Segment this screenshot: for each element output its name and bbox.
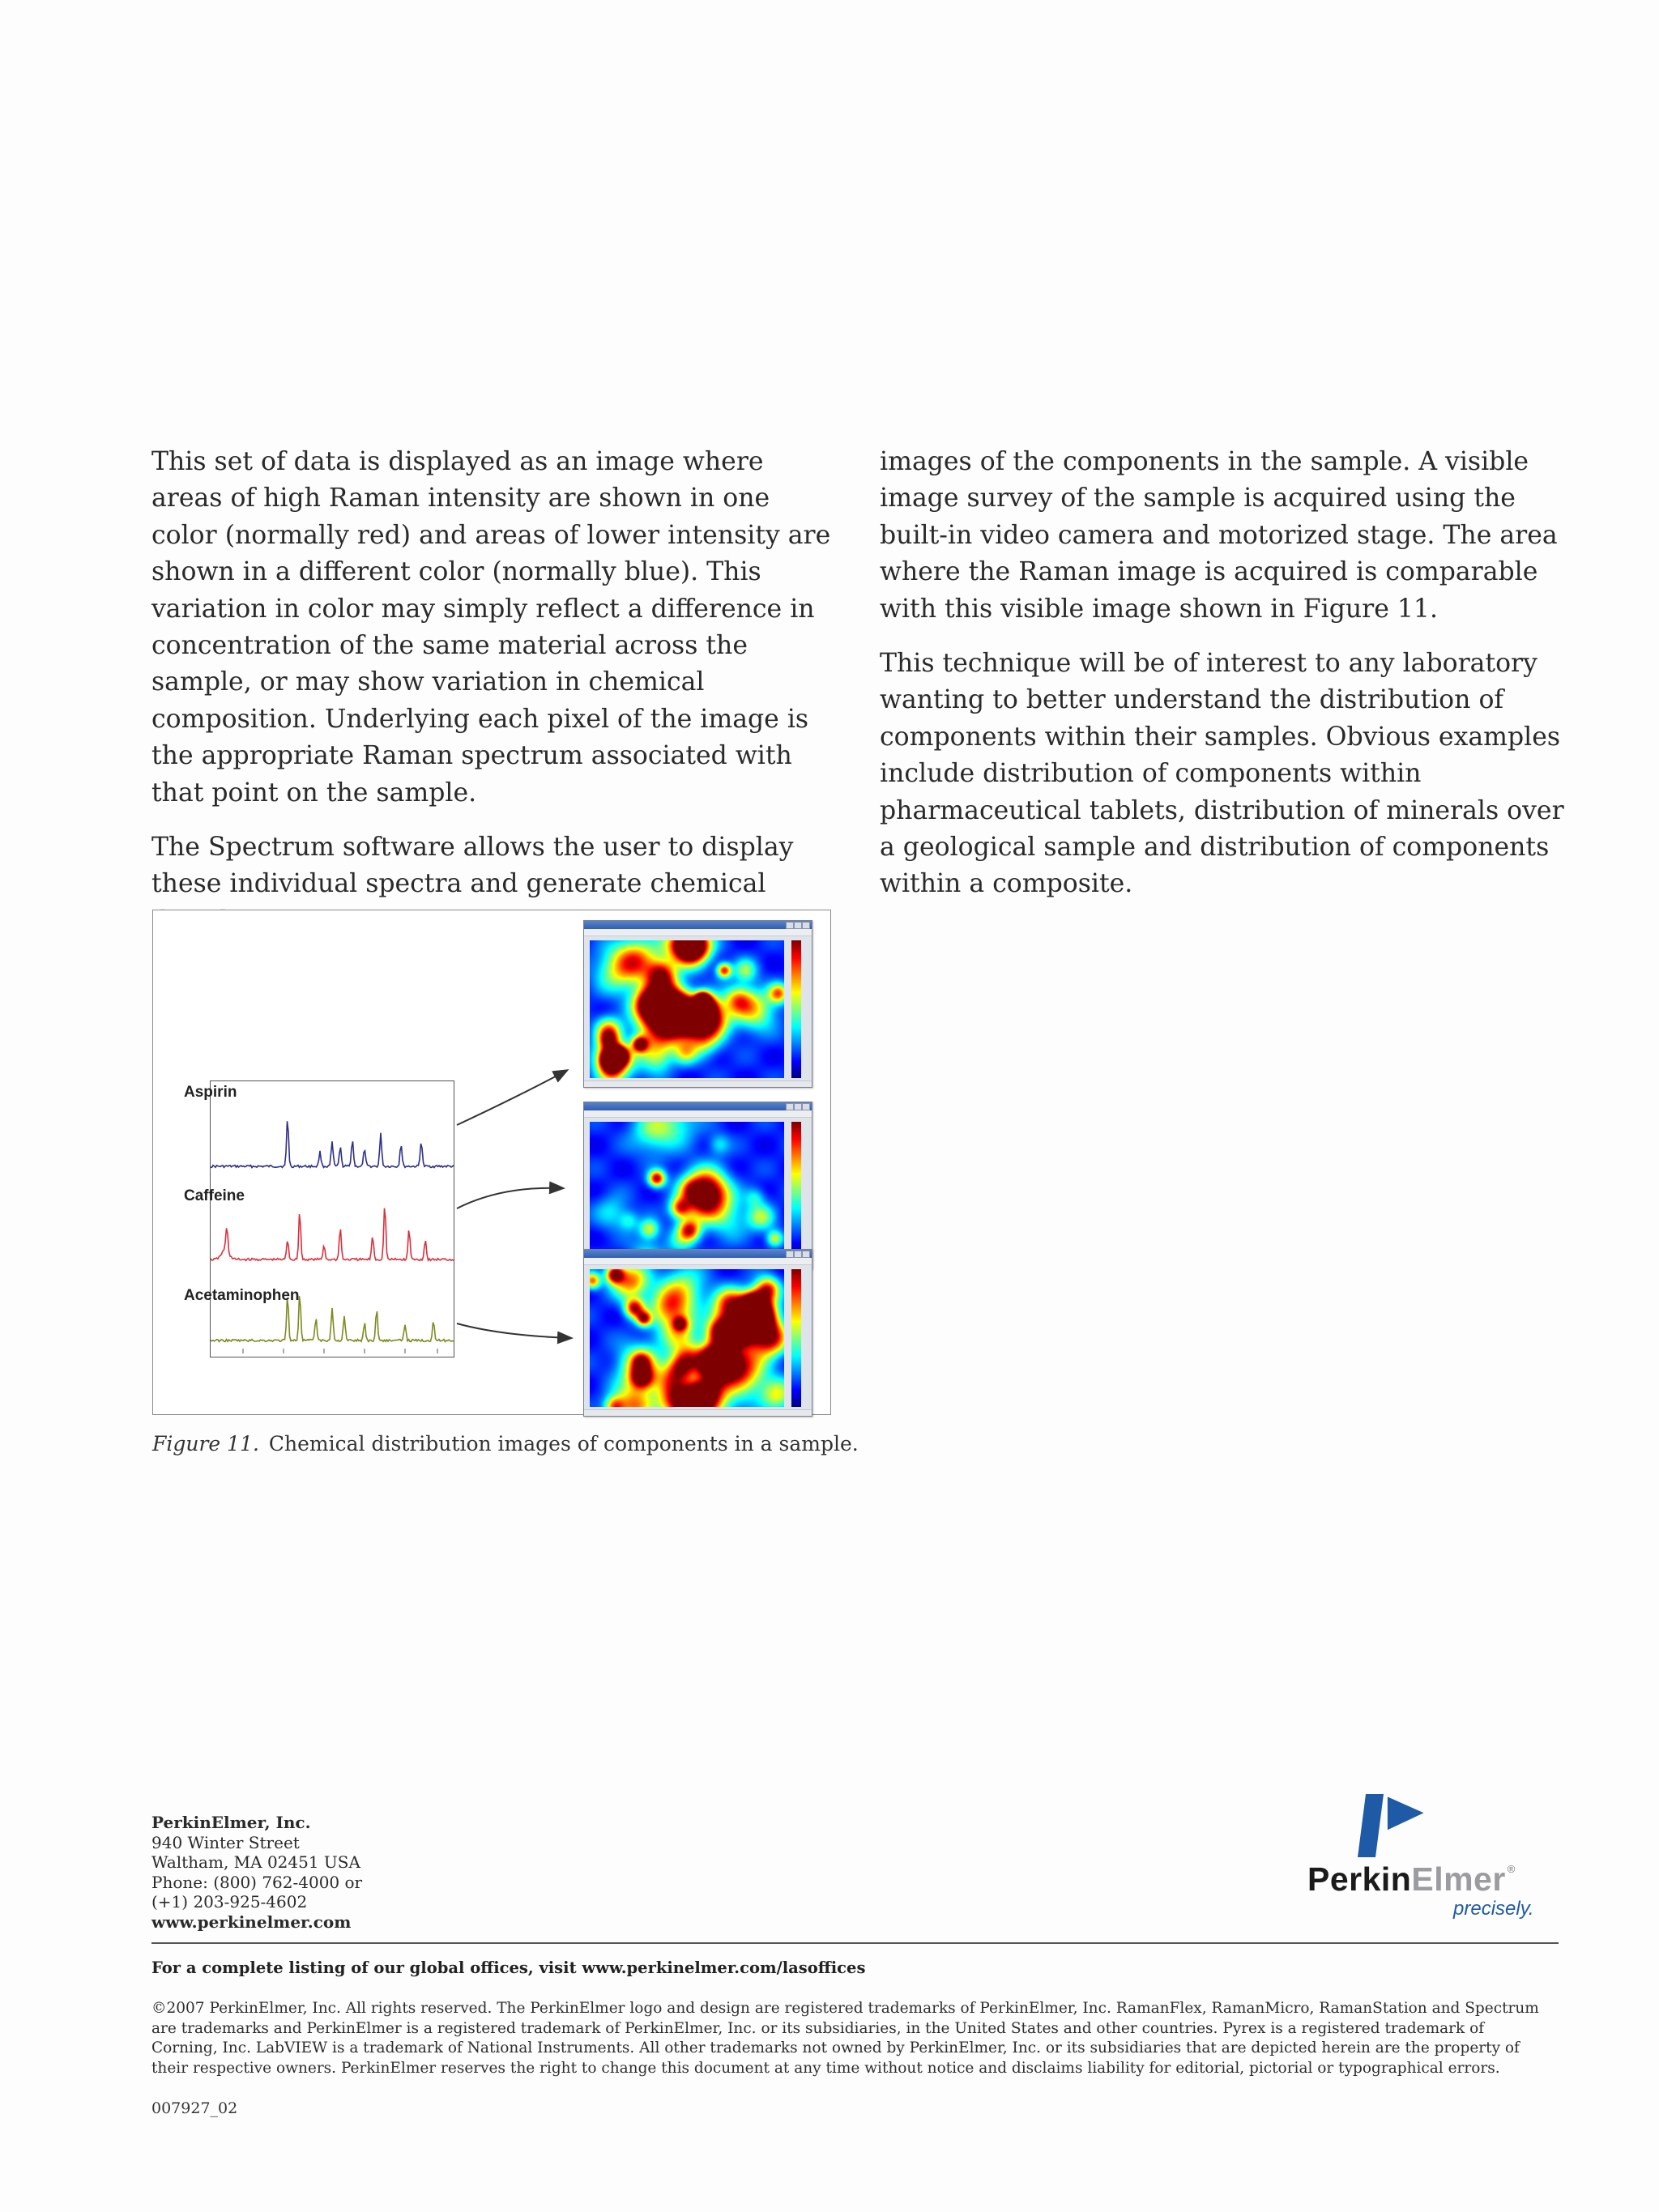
address-line: 940 Winter Street [151,1832,300,1852]
distribution-map [590,1122,784,1259]
distribution-window-aspirin [583,920,812,1088]
body-paragraph: The Spectrum software allows the user to display these individual spectra and generate chemical [151,833,794,899]
body-paragraph: This set of data is displayed as an image where areas of high Raman intensity are shown in one color (normally red) and areas of lower intensity are shown in a different color (normally blue). This variation in color may simply reflect a difference in concentration of the same material across the sample, or may show variation in chemical composition. Underlying each pixel of the image is the appropriate Raman spectrum associated with that point on the sample. [151,447,831,808]
arrow-caffeine [457,1188,562,1208]
color-scale-bar [791,1122,801,1259]
distribution-window-acetaminophen [583,1249,812,1417]
right-column [880,444,1568,921]
logo-mark-icon [1304,1786,1563,1860]
body-paragraph: This technique will be of interest to any laboratory wanting to better understand the distribution of components within their samples. Obvious examples include distribution of components within pharmaceutical tablets, distribution of minerals over a geological sample and distribution of components within a composite. [880,649,1564,899]
address-line: Waltham, MA 02451 USA [151,1852,360,1872]
company-name: PerkinElmer, Inc. [151,1813,311,1832]
color-scale-bar [791,1269,801,1407]
arrow-aspirin [457,1071,566,1125]
company-address [151,1813,362,1932]
spectrum-label-aspirin: Aspirin [184,1084,237,1101]
legal-notice: ©2007 PerkinElmer, Inc. All rights reserved. The PerkinElmer logo and design are registered trademarks of PerkinElmer, Inc. RamanFlex, RamanMicro, RamanStation and Spectrum are trademarks and PerkinElmer is a registered trademark of PerkinElmer, Inc. or its subsidiaries, in the United States and other countries. Pyrex is a registered trademark of Corning, Inc. LabVIEW is a trademark of National Instruments. All other trademarks not owned by PerkinElmer, Inc. or its subsidiaries that are depicted herein are the property of their respective owners. PerkinElmer reserves the right to change this document at any time without notice and disclaims liability for editorial, pictorial or typographical errors. [151,2000,1539,2077]
arrow-acetaminophen [457,1323,570,1338]
figure-caption [152,1432,859,1455]
figure-11 [152,910,831,1415]
website-link[interactable]: www.perkinelmer.com [151,1912,352,1932]
address-line: (+1) 203-925-4602 [151,1892,308,1912]
perkinelmer-logo [1304,1786,1563,1920]
spectrum-label-caffeine: Caffeine [184,1187,245,1204]
left-column [151,444,834,957]
body-paragraph: images of the components in the sample. A visible image survey of the sample is acquired using the built-in video camera and motorized stage. The area where the Raman image is acquired is comparable with this visible image shown in Figure 11. [880,447,1558,624]
footer-divider [151,1942,1559,1944]
logo-tagline: precisely. [1453,1898,1534,1920]
distribution-map [590,1269,784,1407]
document-number: 007927_02 [151,2099,238,2117]
global-offices-note: For a complete listing of our global offices, visit www.perkinelmer.com/lasoffices [151,1958,866,1977]
spectrum-label-acetaminophen: Acetaminophen [184,1287,300,1304]
distribution-map [590,940,784,1078]
logo-wordmark: PerkinElmer ® [1307,1860,1516,1898]
color-scale-bar [791,940,801,1078]
figure-label: Figure 11. [152,1432,259,1455]
figure-caption-text: Chemical distribution images of components in a sample. [268,1432,859,1455]
distribution-window-caffeine [583,1102,812,1269]
address-line: Phone: (800) 762-4000 or [151,1872,363,1892]
